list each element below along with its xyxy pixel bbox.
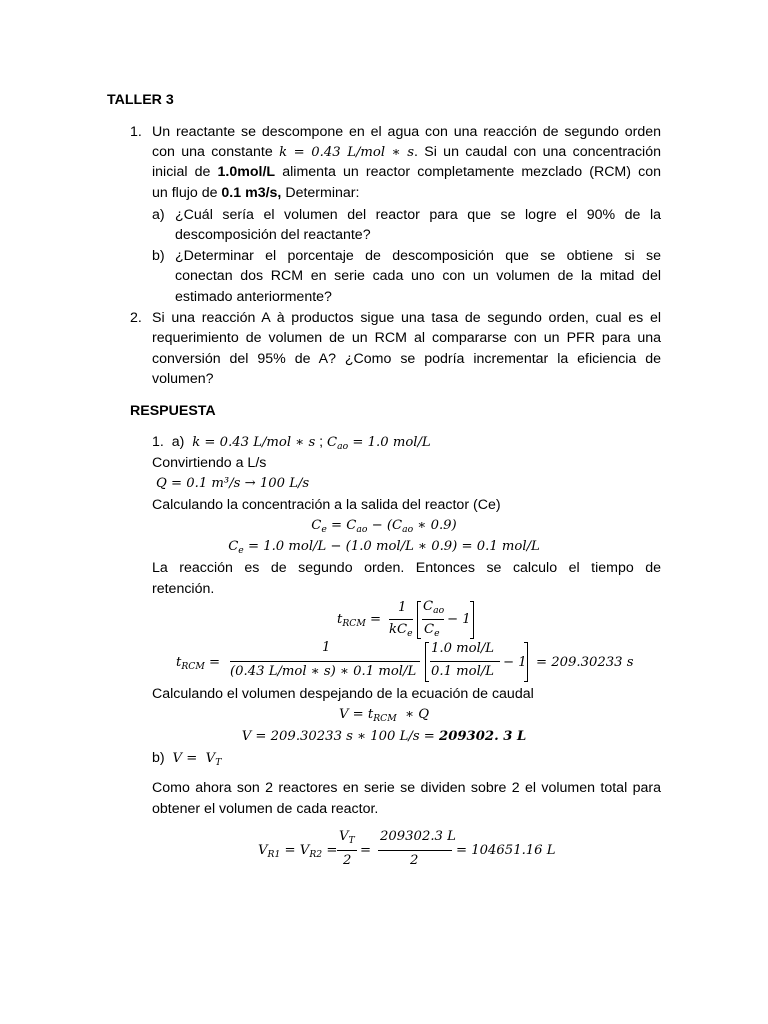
- series-text-line-2: obtener el volumen de cada reactor.: [152, 801, 379, 817]
- convert-text: Convirtiendo a L/s: [152, 455, 267, 471]
- volume-calculation: V = 209.30233 s ∗ 100 L/s = 209302. 3 L: [241, 729, 527, 744]
- answer-heading: RESPUESTA: [130, 403, 216, 419]
- ce-text: Calculando la concentración a la salida del reactor (Ce): [152, 497, 501, 513]
- answer-b-line: b) $V = V_T$: [152, 750, 222, 768]
- question-1-number: 1.: [130, 124, 142, 140]
- second-order-line-1: La reacción es de segundo orden. Entonces se calculo el tiempo de: [152, 560, 661, 576]
- document-page: TALLER 3 1. Un reactante se descompone en el agua con una reacción de segundo orden con una constante k = 0.43 L/mol ∗ s. Si un caudal con una concentración inicial de 1.0mol/L alimenta un reactor completamente mezclado (RCM) con un flujo de 0.1 m3/s, Determinar: a) ¿Cuál sería el volumen del reactor para que se logre el 90% de la descomposición del reactante? b) ¿Determinar el porcentaje de descomposición que se obtiene si se conectan dos RCM en serie cada uno con un volumen de la mitad del estimado anteriormente? 2. Si una reacción A à productos sigue una tasa de segundo orden, cual es el requerimiento de volumen de un RCM al compararse con un PFR para una conversión del 95% de A? ¿Como se podría incrementar la eficiencia de volumen? RESPUESTA 1. a) k = 0.43 L/mol ∗ s ; $C_{ao} = 1.0$ mol/L Convirtiendo a L/s Q = 0.1 m³/s → 100 L/s Calculando la concentración a la salida del reactor (Ce) $C_e = C_{ao} - (C_{ao}$ ∗ 0.9) $C_e = 1.0$ mol/L − (1.0 mol/L ∗ 0.9) = 0.1 mol/L La reacción es de segundo orden. Entonces se calculo el tiempo de retención. $t_{RCM}$ = 1 $kC_e$ $C_{ao}$ $C_e$ − 1 $t_{RCM}$ = 1 (0.43 L/mol ∗ s) ∗ 0.1 mol/L 1.0 mol/L 0.1 mol/L − 1 = 209.30233 s Calculando el volumen despejando de la ecuación de caudal $V = t_{RCM}$ ∗ Q V = 209.30233 s ∗ 100 L/s = 209302. 3 L b) $V = V_T$ Como ahora son 2 reactores en serie se dividen sobre 2 el volumen total para obtener el volumen de cada reactor. $V_{R1} = V_{R2}$ = $V_T$ 2 = 209302.3 L 2 = 104651.16 L: [0, 0, 768, 1024]
- question-1a-line-2: descomposición del reactante?: [175, 227, 371, 243]
- second-order-line-2: retención.: [152, 581, 215, 597]
- question-2-line-4: volumen?: [152, 371, 214, 387]
- flow-conversion-equation: Q = 0.1 m³/s → 100 L/s: [156, 476, 310, 491]
- question-1a-label: a): [152, 207, 165, 223]
- question-1b-label: b): [152, 248, 165, 264]
- question-1b-line-1: ¿Determinar el porcentaje de descomposición que se obtiene si se: [175, 248, 661, 264]
- document-title: TALLER 3: [107, 92, 174, 108]
- question-1a-line-1: ¿Cuál sería el volumen del reactor para que se logre el 90% de la: [175, 207, 661, 223]
- ce-equation-2: $C_e = 1.0$ mol/L − (1.0 mol/L ∗ 0.9) = 0.1 mol/L: [228, 539, 540, 556]
- question-2-line-2: requerimiento de volumen de un RCM al compararse con un PFR para una: [152, 330, 661, 346]
- question-2-line-3: conversión del 95% de A? ¿Como se podría incrementar la eficiencia de: [152, 351, 661, 367]
- volume-text: Calculando el volumen despejando de la ecuación de caudal: [152, 686, 534, 702]
- question-2-line-1: Si una reacción A à productos sigue una tasa de segundo orden, cual es el: [152, 310, 661, 326]
- question-1-line-1: Un reactante se descompone en el agua con una reacción de segundo orden: [152, 124, 661, 140]
- series-text-line-1: Como ahora son 2 reactores en serie se dividen sobre 2 el volumen total para: [152, 780, 661, 796]
- question-1b-line-2: conectan dos RCM en serie cada uno con un volumen de la mitad del: [175, 268, 661, 284]
- question-2-number: 2.: [130, 310, 142, 326]
- question-1-line-4: un flujo de 0.1 m3/s, Determinar:: [152, 185, 360, 201]
- answer-given-values: 1. a) k = 0.43 L/mol ∗ s ; $C_{ao} = 1.0$ mol/L: [152, 434, 431, 452]
- question-1-line-3: inicial de 1.0mol/L alimenta un reactor completamente mezclado (RCM) con: [152, 164, 661, 180]
- question-1-line-2: con una constante k = 0.43 L/mol ∗ s. Si un caudal con una concentración: [152, 144, 661, 160]
- ce-equation-1: $C_e = C_{ao} - (C_{ao}$ ∗ 0.9): [311, 518, 457, 535]
- volume-equation: $V = t_{RCM}$ ∗ Q: [338, 707, 430, 724]
- question-1b-line-3: estimado anteriormente?: [175, 289, 332, 305]
